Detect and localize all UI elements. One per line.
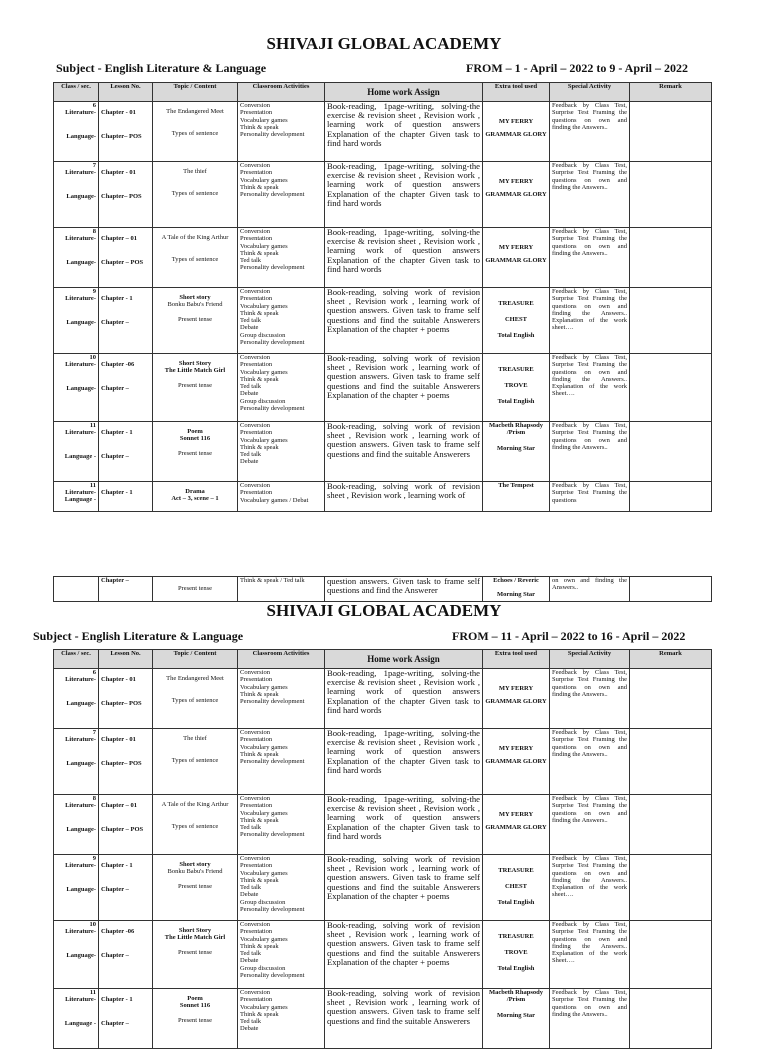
activity-item: Personality development [240, 831, 305, 839]
activity-item: Vocabulary games [240, 809, 288, 817]
col-header: Topic / Content [153, 650, 238, 669]
lesson-cell: Chapter -06 Chapter – [99, 921, 153, 989]
tools-cell: The Tempest [483, 482, 550, 512]
topic-cell: Poem Sonnet 116 Present tense [153, 422, 238, 482]
topic-cell: A Tale of the King Arthur Types of sentence [153, 228, 238, 288]
tools-cell: TREASURE CHEST Total English [483, 288, 550, 354]
activity-item: Presentation [240, 862, 273, 870]
cont-special: on own and finding the Answers.. [550, 577, 630, 602]
activity-item: Presentation [240, 361, 273, 369]
lesson-cell: Chapter - 1 Chapter – [99, 989, 153, 1049]
activity-item: Personality development [240, 972, 305, 980]
activity-item: Vocabulary games [240, 176, 288, 184]
activity-item: Conversion [240, 921, 270, 928]
cont-lesson: Chapter – [99, 577, 153, 602]
activities-cell [238, 162, 325, 228]
activity-item: Personality development [240, 906, 305, 914]
activity-item: Conversion [240, 855, 270, 862]
lesson-cell: Chapter - 1 [99, 482, 153, 512]
activity-item: Vocabulary games [240, 242, 288, 250]
activity-item: Debate [240, 390, 259, 398]
cont-activity: Think & speak / Ted talk [238, 577, 325, 602]
remark-cell [630, 162, 712, 228]
school-title: SHIVAJI GLOBAL ACADEMY [266, 34, 502, 53]
class-cell: 8 Literature- Language- [54, 228, 99, 288]
activities-cell [238, 102, 325, 162]
activity-item: Presentation [240, 489, 273, 497]
lesson-cell: Chapter -06 Chapter – [99, 354, 153, 422]
activity-item: Personality development [240, 405, 305, 413]
activity-item: Personality development [240, 758, 305, 766]
homework-cell: Book-reading, solving work of revision sheet , Revision work , learning work of question answers. Given task to frame self questions and find the suitable Answerers [325, 422, 483, 482]
activity-item: Presentation [240, 429, 273, 437]
subject-line: Subject - English Literature & Language [56, 61, 267, 75]
activity-item: Conversion [240, 795, 270, 802]
tools-cell: MY FERRY GRAMMAR GLORY [483, 102, 550, 162]
table-row [54, 228, 712, 288]
activity-item: Ted talk [240, 317, 262, 325]
date-range: FROM – 1 - April – 2022 to 9 - April – 2022 [466, 61, 688, 75]
activity-item: Debate [240, 324, 259, 332]
activity-item: Think & speak [240, 690, 279, 698]
activity-item: Personality development [240, 191, 305, 199]
activities-cell [238, 482, 325, 512]
topic-cell: Short story Bonku Babu's Friend Present tense [153, 288, 238, 354]
activity-item: Group discussion [240, 964, 286, 972]
table-row [54, 422, 712, 482]
activity-item: Think & speak [240, 375, 279, 383]
activity-item: Think & speak [240, 876, 279, 884]
tools-cell: Macbeth Rhapsody /Prism Morning Star [483, 422, 550, 482]
activity-item: Conversion [240, 482, 270, 489]
topic-cell: Short Story The Little Match Girl Present tense [153, 354, 238, 422]
remark-cell [630, 354, 712, 422]
date-range-2: FROM – 11 - April – 2022 to 16 - April – 2022 [452, 629, 686, 643]
activity-item: Presentation [240, 676, 273, 684]
special-activity-cell: Feedback by Class Test, Surprise Test Framing the questions on own and finding the Answers.. [550, 795, 630, 855]
header-row [54, 650, 712, 669]
activities-cell [238, 855, 325, 921]
activity-item: Think & speak [240, 816, 279, 824]
subject-line-2: Subject - English Literature & Language [33, 629, 244, 643]
cont-homework: question answers. Given task to frame self questions and find the Answerer [325, 577, 483, 602]
schedule-table-2 [53, 649, 712, 1049]
topic-cell: Short story Bonku Babu's Friend Present tense [153, 855, 238, 921]
table-row [54, 669, 712, 729]
tools-cell: MY FERRY GRAMMAR GLORY [483, 162, 550, 228]
cont-topic: Present tense [153, 577, 238, 602]
class-cell: 6 Literature- Language- [54, 102, 99, 162]
table-row [54, 921, 712, 989]
activities-cell [238, 795, 325, 855]
table-row [54, 989, 712, 1049]
special-activity-cell: Feedback by Class Test, Surprise Test Framing the questions on own and finding the Answers.. Explanation of the work Sheet…. [550, 354, 630, 422]
col-header: Classroom Activities [238, 83, 325, 102]
topic-cell: The thief Types of sentence [153, 729, 238, 795]
homework-cell: Book-reading, solving work of revision sheet , Revision work , learning work of question answers. Given task to frame self questions and find the suitable Answerers Explanation of the chapter + poems [325, 354, 483, 422]
topic-cell: The thief Types of sentence [153, 162, 238, 228]
homework-cell: Book-reading, 1page-writing, solving-the exercise & revision sheet , Revision work , learning work of question answers Explanation of the chapter Given task to find hard words [325, 795, 483, 855]
class-cell: 8 Literature- Language- [54, 795, 99, 855]
activities-cell [238, 921, 325, 989]
table-row [54, 288, 712, 354]
activity-item: Think & speak [240, 123, 279, 131]
activity-item: Presentation [240, 996, 273, 1004]
lesson-cell: Chapter - 1 Chapter – [99, 422, 153, 482]
class-cell: 7 Literature- Language- [54, 729, 99, 795]
activity-item: Think & speak [240, 183, 279, 191]
table-row [54, 482, 712, 512]
homework-cell: Book-reading, 1page-writing, solving-the exercise & revision sheet , Revision work , learning work of question answers Explanation of the chapter Given task to find hard words [325, 669, 483, 729]
remark-cell [630, 729, 712, 795]
activities-cell [238, 228, 325, 288]
table-row [54, 855, 712, 921]
remark-cell [630, 855, 712, 921]
homework-cell: Book-reading, 1page-writing, solving-the exercise & revision sheet , Revision work , learning work of question answers Explanation of the chapter Given task to find hard words [325, 102, 483, 162]
special-activity-cell: Feedback by Class Test, Surprise Test Framing the questions on own and finding the Answers.. Explanation of the work sheet…. [550, 855, 630, 921]
school-title-2: SHIVAJI GLOBAL ACADEMY [266, 601, 502, 620]
cont-tools: Echoes / Reveric Morning Star [483, 577, 550, 602]
homework-cell: Book-reading, 1page-writing, solving-the exercise & revision sheet , Revision work , learning work of question answers Explanation of the chapter Given task to find hard words [325, 729, 483, 795]
activity-item: Debate [240, 891, 259, 899]
remark-cell [630, 102, 712, 162]
activity-item: Think & speak [240, 443, 279, 451]
table-row [54, 795, 712, 855]
activity-item: Group discussion [240, 331, 286, 339]
tools-cell: TREASURE TROVE Total English [483, 354, 550, 422]
topic-cell: Poem Sonnet 116 Present tense [153, 989, 238, 1049]
special-activity-cell: Feedback by Class Test, Surprise Test Framing the questions on own and finding the Answers.. [550, 422, 630, 482]
col-header: Remark [630, 650, 712, 669]
activities-cell [238, 669, 325, 729]
topic-cell: The Endangered Meet Types of sentence [153, 102, 238, 162]
homework-cell: Book-reading, solving work of revision sheet , Revision work , learning work of question answers. Given task to frame self questions and find the suitable Answerers Explanation of the chapter + poems [325, 921, 483, 989]
activity-item: Debate [240, 1025, 259, 1033]
homework-cell: Book-reading, 1page-writing, solving-the exercise & revision sheet , Revision work , learning work of question answers Explanation of the chapter Given task to find hard words [325, 162, 483, 228]
activity-item: Presentation [240, 295, 273, 303]
activity-item: Vocabulary games [240, 116, 288, 124]
class-cell: 9 Literature- Language- [54, 855, 99, 921]
activity-item: Ted talk [240, 824, 262, 832]
activity-item: Conversion [240, 729, 270, 736]
col-header: Special Activity [550, 83, 630, 102]
activity-item: Conversion [240, 422, 270, 429]
topic-cell: Short Story The Little Match Girl Present tense [153, 921, 238, 989]
special-activity-cell: Feedback by Class Test, Surprise Test Framing the questions [550, 482, 630, 512]
tools-cell: TREASURE TROVE Total English [483, 921, 550, 989]
table-row [54, 102, 712, 162]
lesson-cell: Chapter - 01 Chapter– POS [99, 162, 153, 228]
lesson-cell: Chapter - 1 Chapter – [99, 288, 153, 354]
activity-item: Conversion [240, 228, 270, 235]
activity-item: Presentation [240, 109, 273, 117]
lesson-cell: Chapter - 01 Chapter– POS [99, 729, 153, 795]
homework-cell: Book-reading, solving work of revision sheet , Revision work , learning work of question answers. Given task to frame self questions and find the suitable Answerers Explanation of the chapter + poems [325, 855, 483, 921]
class-cell: 11 Literature- Language - [54, 482, 99, 512]
tools-cell: MY FERRY GRAMMAR GLORY [483, 729, 550, 795]
class-cell: 11 Literature- Language - [54, 422, 99, 482]
activity-item: Vocabulary games [240, 743, 288, 751]
activity-item: Ted talk [240, 383, 262, 391]
class-cell: 7 Literature- Language- [54, 162, 99, 228]
activities-cell [238, 288, 325, 354]
col-header: Classroom Activities [238, 650, 325, 669]
col-header: Special Activity [550, 650, 630, 669]
activity-item: Personality development [240, 698, 305, 706]
activity-item: Vocabulary games [240, 935, 288, 943]
remark-cell [630, 795, 712, 855]
activity-item: Think & speak [240, 1010, 279, 1018]
class-cell: 9 Literature- Language- [54, 288, 99, 354]
activity-item: Conversion [240, 162, 270, 169]
activity-item: Personality development [240, 339, 305, 347]
remark-cell [630, 482, 712, 512]
remark-cell [630, 989, 712, 1049]
special-activity-cell: Feedback by Class Test, Surprise Test Framing the questions on own and finding the Answers.. Explanation of the work sheet…. [550, 288, 630, 354]
col-header: Topic / Content [153, 83, 238, 102]
activities-cell [238, 422, 325, 482]
tools-cell: TREASURE CHEST Total English [483, 855, 550, 921]
topic-cell: The Endangered Meet Types of sentence [153, 669, 238, 729]
special-activity-cell: Feedback by Class Test, Surprise Test Framing the questions on own and finding the Answers.. [550, 729, 630, 795]
lesson-cell: Chapter – 01 Chapter – POS [99, 795, 153, 855]
col-header: Lesson No. [99, 83, 153, 102]
col-header: Extra tool used [483, 83, 550, 102]
class-cell: 6 Literature- Language- [54, 669, 99, 729]
activity-item: Ted talk [240, 257, 262, 265]
activity-item: Conversion [240, 102, 270, 109]
table-row [54, 729, 712, 795]
lesson-cell: Chapter - 1 Chapter – [99, 855, 153, 921]
activity-item: Ted talk [240, 1018, 262, 1026]
activity-item: Conversion [240, 354, 270, 361]
activity-item: Group discussion [240, 898, 286, 906]
homework-cell: Book-reading, solving work of revision sheet , Revision work , learning work of [325, 482, 483, 512]
activity-item: Presentation [240, 169, 273, 177]
col-header: Class / sec. [54, 650, 99, 669]
special-activity-cell: Feedback by Class Test, Surprise Test Framing the questions on own and finding the Answers.. [550, 669, 630, 729]
activity-item: Vocabulary games [240, 302, 288, 310]
topic-cell: Drama Act – 3, scene – 1 [153, 482, 238, 512]
activity-item: Conversion [240, 669, 270, 676]
activity-item: Presentation [240, 802, 273, 810]
activity-item: Ted talk [240, 451, 262, 459]
remark-cell [630, 921, 712, 989]
activity-item: Vocabulary games / Debat [240, 496, 309, 504]
activity-item: Ted talk [240, 950, 262, 958]
activity-item: Think & speak [240, 750, 279, 758]
activity-item: Personality development [240, 264, 305, 272]
activity-item: Presentation [240, 736, 273, 744]
col-header: Home work Assign [325, 83, 483, 102]
activity-item: Debate [240, 458, 259, 466]
class-cell: 10 Literature- Language- [54, 921, 99, 989]
activity-item: Conversion [240, 288, 270, 295]
col-header: Extra tool used [483, 650, 550, 669]
activity-item: Debate [240, 957, 259, 965]
activity-item: Vocabulary games [240, 1003, 288, 1011]
tools-cell: MY FERRY GRAMMAR GLORY [483, 795, 550, 855]
activity-item: Vocabulary games [240, 683, 288, 691]
activity-item: Personality development [240, 131, 305, 139]
activity-item: Vocabulary games [240, 869, 288, 877]
homework-cell: Book-reading, solving work of revision sheet , Revision work , learning work of question answers. Given task to frame self questions and find the suitable Answerers [325, 989, 483, 1049]
tools-cell: MY FERRY GRAMMAR GLORY [483, 669, 550, 729]
class-cell: 10 Literature- Language- [54, 354, 99, 422]
activities-cell [238, 729, 325, 795]
header-row [54, 83, 712, 102]
activity-item: Vocabulary games [240, 368, 288, 376]
activity-item: Group discussion [240, 397, 286, 405]
remark-cell [630, 422, 712, 482]
activity-item: Presentation [240, 928, 273, 936]
activity-item: Think & speak [240, 942, 279, 950]
activity-item: Conversion [240, 989, 270, 996]
tools-cell: Macbeth Rhapsody /Prism Morning Star [483, 989, 550, 1049]
activity-item: Presentation [240, 235, 273, 243]
special-activity-cell: Feedback by Class Test, Surprise Test Framing the questions on own and finding the Answers.. Explanation of the work Sheet…. [550, 921, 630, 989]
activity-item: Think & speak [240, 249, 279, 257]
special-activity-cell: Feedback by Class Test, Surprise Test Framing the questions on own and finding the Answers.. [550, 102, 630, 162]
lesson-cell: Chapter - 01 Chapter– POS [99, 669, 153, 729]
col-header: Home work Assign [325, 650, 483, 669]
tools-cell: MY FERRY GRAMMAR GLORY [483, 228, 550, 288]
table-row [54, 354, 712, 422]
schedule-table [53, 82, 712, 512]
special-activity-cell: Feedback by Class Test, Surprise Test Framing the questions on own and finding the Answers.. [550, 989, 630, 1049]
page-2 [0, 597, 768, 1033]
class-cell: 11 Literature- Language - [54, 989, 99, 1049]
lesson-cell: Chapter - 01 Chapter– POS [99, 102, 153, 162]
activity-item: Ted talk [240, 884, 262, 892]
special-activity-cell: Feedback by Class Test, Surprise Test Framing the questions on own and finding the Answers.. [550, 162, 630, 228]
table-row [54, 162, 712, 228]
homework-cell: Book-reading, 1page-writing, solving-the exercise & revision sheet , Revision work , learning work of question answers Explanation of the chapter Given task to find hard words [325, 228, 483, 288]
remark-cell [630, 288, 712, 354]
special-activity-cell: Feedback by Class Test, Surprise Test Framing the questions on own and finding the Answers.. [550, 228, 630, 288]
col-header: Remark [630, 83, 712, 102]
col-header: Class / sec. [54, 83, 99, 102]
col-header: Lesson No. [99, 650, 153, 669]
lesson-cell: Chapter – 01 Chapter – POS [99, 228, 153, 288]
remark-cell [630, 228, 712, 288]
activities-cell [238, 354, 325, 422]
homework-cell: Book-reading, solving work of revision sheet , Revision work , learning work of question answers. Given task to frame self questions and find the suitable Answerers Explanation of the chapter + poems [325, 288, 483, 354]
activities-cell [238, 989, 325, 1049]
activity-item: Think & speak [240, 309, 279, 317]
topic-cell: A Tale of the King Arthur Types of sentence [153, 795, 238, 855]
activity-item: Vocabulary games [240, 436, 288, 444]
remark-cell [630, 669, 712, 729]
